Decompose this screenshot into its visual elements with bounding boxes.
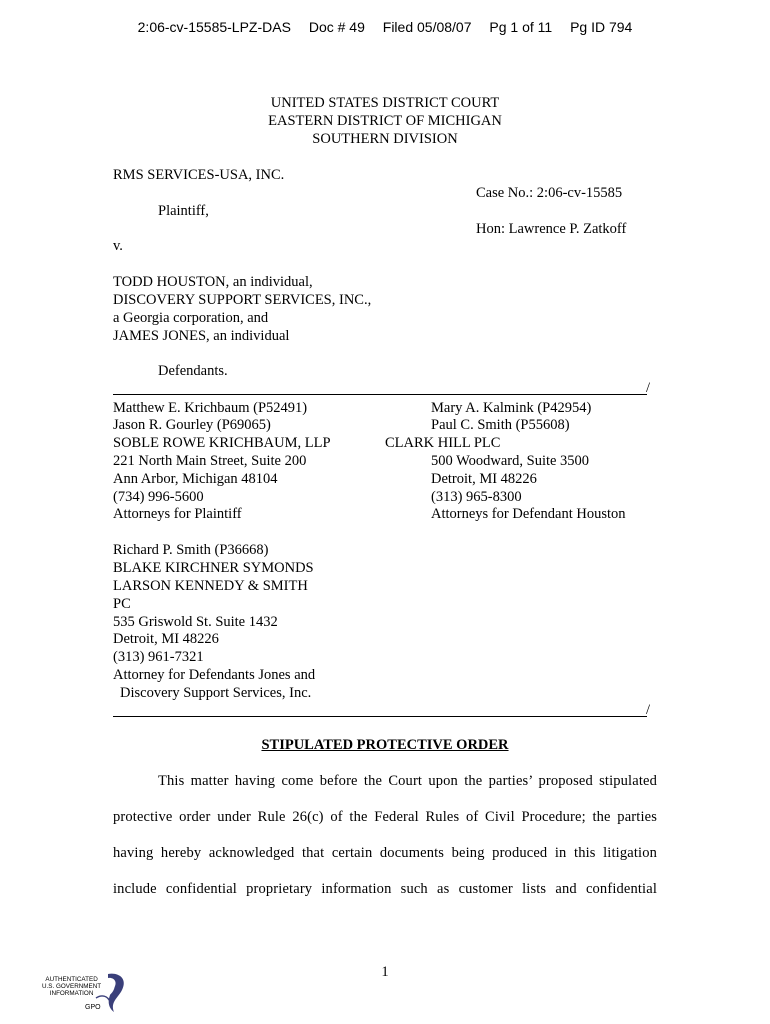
- body-line: include confidential proprietary information such as customer lists and confidential: [113, 881, 657, 897]
- plaintiff-counsel-line: Attorneys for Plaintiff: [113, 506, 242, 522]
- defendant-line: TODD HOUSTON, an individual,: [113, 274, 313, 290]
- body-line: having hereby acknowledged that certain documents being produced in this litigation: [113, 845, 657, 861]
- versus: v.: [113, 238, 123, 254]
- plaintiff-counsel-line: (734) 996-5600: [113, 489, 204, 505]
- court-division: SOUTHERN DIVISION: [312, 131, 458, 147]
- defendant-line: DISCOVERY SUPPORT SERVICES, INC.,: [113, 292, 372, 308]
- gpo-authentication-logo: [30, 968, 130, 1018]
- court-name: UNITED STATES DISTRICT COURT: [270, 95, 500, 111]
- header-filed-date: Filed 05/08/07: [382, 19, 472, 35]
- jones-counsel-line: BLAKE KIRCHNER SYMONDS: [113, 560, 314, 576]
- body-line: protective order under Rule 26(c) of the Federal Rules of Civil Procedure; the parties: [113, 809, 657, 825]
- plaintiff-counsel-line: SOBLE ROWE KRICHBAUM, LLP: [113, 435, 331, 451]
- header-page-count: Pg 1 of 11: [489, 19, 553, 35]
- jones-counsel-line: Discovery Support Services, Inc.: [120, 685, 312, 701]
- houston-counsel-line: Attorneys for Defendant Houston: [431, 506, 626, 522]
- court-district: EASTERN DISTRICT OF MICHIGAN: [268, 113, 502, 129]
- jones-counsel-line: Attorney for Defendants Jones and: [113, 667, 316, 683]
- houston-counsel-line: Detroit, MI 48226: [431, 471, 537, 487]
- jones-counsel-line: Detroit, MI 48226: [113, 631, 219, 647]
- houston-counsel-line: Mary A. Kalmink (P42954): [431, 400, 592, 416]
- counsel-divider: [113, 716, 647, 717]
- plaintiff-name: RMS SERVICES-USA, INC.: [113, 167, 285, 183]
- filing-header: [0, 19, 770, 35]
- case-number: Case No.: 2:06-cv-15585: [476, 185, 623, 201]
- caption-divider: [113, 394, 647, 395]
- plaintiff-counsel-line: Ann Arbor, Michigan 48104: [113, 471, 278, 487]
- plaintiff-counsel-line: Matthew E. Krichbaum (P52491): [113, 400, 308, 416]
- jones-counsel-line: Richard P. Smith (P36668): [113, 542, 269, 558]
- document-title: STIPULATED PROTECTIVE ORDER: [261, 737, 509, 753]
- houston-counsel-line: (313) 965-8300: [431, 489, 522, 505]
- header-case-number: 2:06-cv-15585-LPZ-DAS: [137, 19, 291, 35]
- plaintiff-counsel-line: Jason R. Gourley (P69065): [113, 417, 271, 433]
- gpo-mark: GPO: [85, 1004, 101, 1011]
- houston-counsel-line: 500 Woodward, Suite 3500: [431, 453, 590, 469]
- body-line: This matter having come before the Court upon the parties’ proposed stipulated: [158, 773, 657, 789]
- page-number: 1: [381, 964, 389, 980]
- divider-slash: /: [646, 702, 651, 718]
- houston-counsel-line: CLARK HILL PLC: [385, 435, 501, 451]
- defendant-line: JAMES JONES, an individual: [113, 328, 290, 344]
- jones-counsel-line: 535 Griswold St. Suite 1432: [113, 614, 278, 630]
- divider-slash: /: [646, 380, 651, 396]
- defendants-label: Defendants.: [158, 363, 228, 379]
- jones-counsel-line: PC: [113, 596, 131, 612]
- plaintiff-label: Plaintiff,: [158, 203, 209, 219]
- houston-counsel-line: Paul C. Smith (P55608): [431, 417, 570, 433]
- jones-counsel-line: (313) 961-7321: [113, 649, 204, 665]
- plaintiff-counsel-line: 221 North Main Street, Suite 200: [113, 453, 307, 469]
- defendant-line: a Georgia corporation, and: [113, 310, 269, 326]
- gpo-text: AUTHENTICATED U.S. GOVERNMENT INFORMATION: [42, 976, 102, 997]
- jones-counsel-line: LARSON KENNEDY & SMITH: [113, 578, 308, 594]
- header-doc-number: Doc # 49: [308, 19, 365, 35]
- header-page-id: Pg ID 794: [570, 19, 633, 35]
- judge-name: Hon: Lawrence P. Zatkoff: [476, 221, 627, 237]
